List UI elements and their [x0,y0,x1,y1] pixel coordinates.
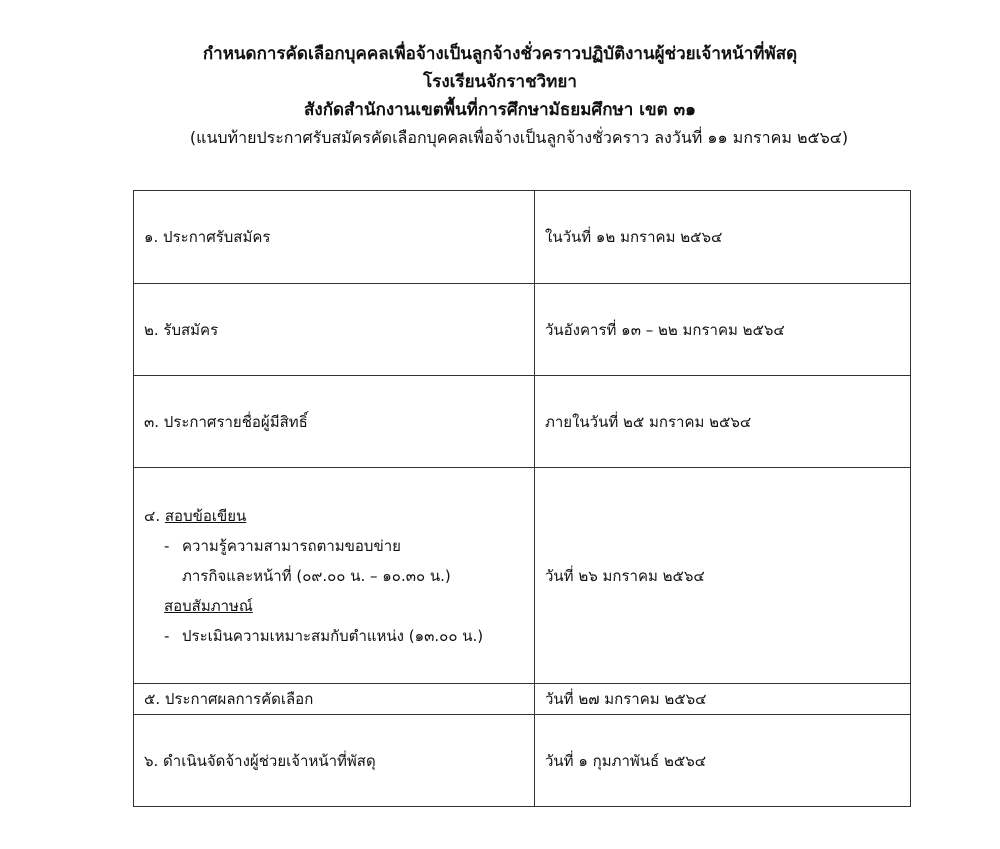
written-exam-detail-2: ภารกิจและหน้าที่ (๐๙.๐๐ น. – ๑๐.๓๐ น.) [182,566,451,585]
title-line-1: กำหนดการคัดเลือกบุคคลเพื่อจ้างเป็นลูกจ้างชั่วคราวปฏิบัติงานผู้ช่วยเจ้าหน้าที่พัสดุ [202,44,798,64]
title-line-2: โรงเรียนจักราชวิทยา [423,72,577,92]
interview-detail-text: ประเมินความเหมาะสมกับตำแหน่ง (๑๓.๐๐ น.) [182,626,484,645]
written-exam-detail-1: - ความรู้ความสามารถตามขอบข่าย [164,536,401,555]
schedule-item: ๕. ประกาศผลการคัดเลือก [134,684,535,715]
interview-heading [144,591,534,621]
title-line-3: สังกัดสำนักงานเขตพื้นที่การศึกษามัธยมศึกษา เขต ๓๑ [304,100,696,120]
schedule-date: วันที่ ๒๗ มกราคม ๒๕๖๔ [535,684,911,715]
schedule-item: ๒. รับสมัคร [134,284,535,376]
written-exam-label: สอบข้อเขียน [164,506,247,525]
table-row [134,376,911,468]
document-header [0,40,1000,152]
table-row [134,684,911,715]
schedule-date: วันที่ ๑ กุมภาพันธ์ ๒๕๖๔ [535,715,911,807]
interview-label: สอบสัมภาษณ์ [164,596,253,615]
table-row [134,191,911,284]
written-exam-detail-text: ความรู้ความสามารถตามขอบข่าย [182,536,401,555]
schedule-date: ภายในวันที่ ๒๕ มกราคม ๒๕๖๔ [535,376,911,468]
schedule-item: ๖. ดำเนินจัดจ้างผู้ช่วยเจ้าหน้าที่พัสดุ [134,715,535,807]
schedule-date: วันอังคารที่ ๑๓ – ๒๒ มกราคม ๒๕๖๔ [535,284,911,376]
schedule-date: วันที่ ๒๖ มกราคม ๒๕๖๔ [535,468,911,684]
interview-detail: - ประเมินความเหมาะสมกับตำแหน่ง (๑๓.๐๐ น.) [164,626,484,645]
subtitle-line: (แนบท้ายประกาศรับสมัครคัดเลือกบุคคลเพื่อจ้างเป็นลูกจ้างชั่วคราว ลงวันที่ ๑๑ มกราคม ๒๕๖๔) [189,128,849,147]
item-number: ๔. [144,506,161,525]
written-exam-heading [144,501,534,531]
table-row [134,284,911,376]
schedule-table [133,190,911,807]
schedule-item: ๓. ประกาศรายชื่อผู้มีสิทธิ์ [134,376,535,468]
schedule-date: ในวันที่ ๑๒ มกราคม ๒๕๖๔ [535,191,911,284]
schedule-item: ๑. ประกาศรับสมัคร [134,191,535,284]
table-row [134,715,911,807]
table-row [134,468,911,684]
schedule-item-exams [134,468,535,684]
